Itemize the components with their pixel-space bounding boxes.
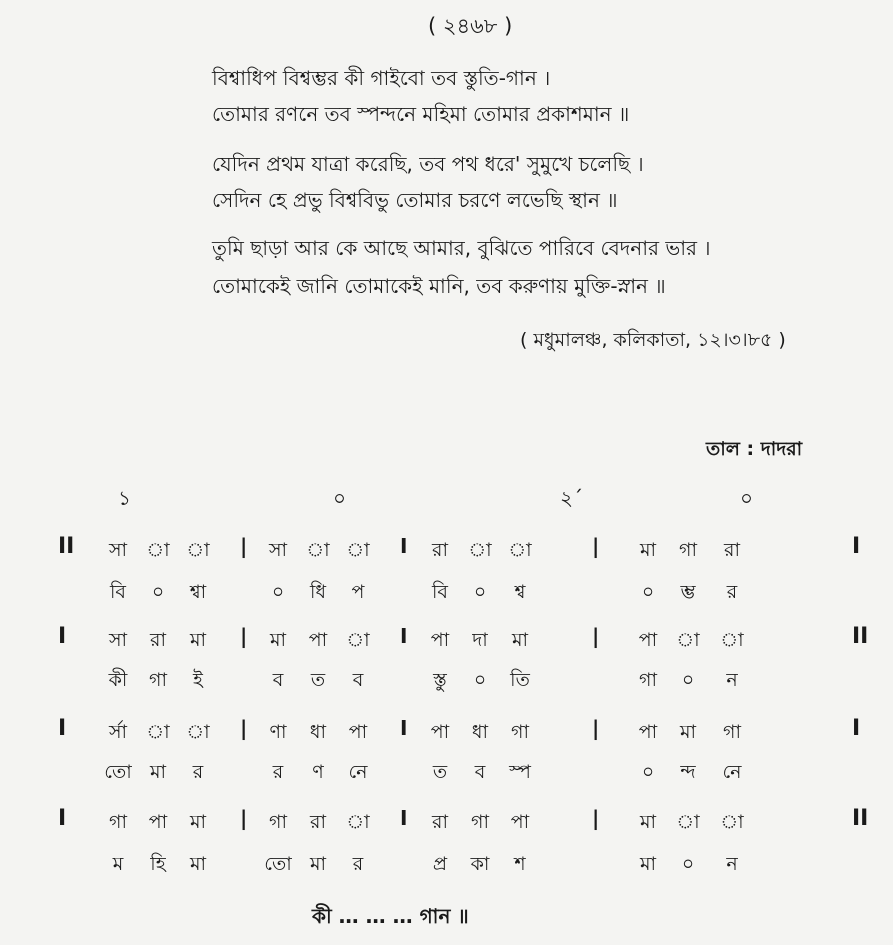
lyric-syllable: ব <box>352 669 364 691</box>
lyric-syllable: হি <box>150 853 166 875</box>
lyric-syllable: নে <box>348 761 368 783</box>
lyric-syllable: ম্ভ <box>680 581 696 603</box>
swara-note: রা <box>724 539 740 561</box>
swara-note: র্সা <box>108 721 128 743</box>
swara-note: গা <box>471 811 489 833</box>
bar-line-start: II <box>58 534 75 559</box>
beat-mark: ০ <box>740 486 754 510</box>
swara-note: মা <box>269 629 287 651</box>
lyric-syllable: স্তু <box>433 669 447 691</box>
source-attribution: ( মধুমালঞ্চ, কলিকাতা, ১২।৩।৮৫ ) <box>520 329 786 351</box>
lyric-syllable: ০ <box>271 581 285 603</box>
swara-note: ধা <box>471 721 489 743</box>
swara-note: পা <box>430 629 450 651</box>
lyric-syllable: প <box>351 581 365 603</box>
swara-note: ধা <box>309 721 327 743</box>
bar-separator: | <box>592 534 600 558</box>
swara-note: সা <box>268 539 288 561</box>
swara-note: রা <box>432 811 448 833</box>
lyric-syllable: তো <box>104 761 132 783</box>
bar-separator: I <box>400 806 408 830</box>
swara-note: া <box>720 811 744 833</box>
lyric-syllable: ন <box>726 669 738 691</box>
lyric-syllable: শ্বা <box>189 581 207 603</box>
lyric-syllable: ণ <box>312 761 324 783</box>
swara-note: গা <box>723 721 741 743</box>
lyric-syllable: ম <box>112 853 124 875</box>
lyric-syllable: র <box>726 581 738 603</box>
bar-separator: I <box>400 624 408 648</box>
bar-line-end: I <box>852 716 861 741</box>
swara-note: সা <box>108 539 128 561</box>
swara-note: রা <box>310 811 326 833</box>
lyric-syllable: স্প <box>509 761 531 783</box>
lyric-syllable: র <box>352 853 364 875</box>
lyric-syllable: র <box>272 761 284 783</box>
beat-mark: ২´ <box>560 486 584 510</box>
swara-note: া <box>346 539 370 561</box>
swara-note: মা <box>639 811 657 833</box>
swara-note: দা <box>472 629 488 651</box>
lyric-syllable: বি <box>109 581 126 603</box>
swara-note: পা <box>148 811 168 833</box>
lyric-line: তোমার রণনে তব স্পন্দনে মহিমা তোমার প্রকাশমান ॥ <box>212 102 630 126</box>
lyric-syllable: শ্ব <box>514 581 526 603</box>
lyric-syllable: ব <box>272 669 284 691</box>
swara-note: া <box>346 811 370 833</box>
lyric-syllable: র <box>192 761 204 783</box>
swara-note: গা <box>679 539 697 561</box>
swara-note: া <box>186 721 210 743</box>
lyric-line: বিশ্বাধিপ বিশ্বম্ভর কী গাইবো তব স্তুতি-গান । <box>212 66 551 90</box>
swara-note: মা <box>189 811 207 833</box>
bar-separator: | <box>592 624 600 648</box>
swara-note: া <box>146 721 170 743</box>
swara-note: মা <box>189 629 207 651</box>
swara-note: া <box>186 539 210 561</box>
lyric-syllable: মা <box>149 761 167 783</box>
bar-line-start: I <box>58 716 67 741</box>
lyric-syllable: শ <box>514 853 526 875</box>
lyric-syllable: ন্দ <box>680 761 696 783</box>
bar-separator: | <box>592 716 600 740</box>
swara-note: মা <box>639 539 657 561</box>
lyric-syllable: মা <box>639 853 657 875</box>
lyric-line: তোমাকেই জানি তোমাকেই মানি, তব করুণায় মুক্তি-স্নান ॥ <box>212 274 666 298</box>
swara-note: পা <box>430 721 450 743</box>
lyric-syllable: তো <box>264 853 292 875</box>
lyric-syllable: গা <box>639 669 657 691</box>
swara-note: গা <box>511 721 529 743</box>
lyric-syllable: মা <box>189 853 207 875</box>
lyric-syllable: ত <box>432 761 448 783</box>
swara-note: মা <box>511 629 529 651</box>
closing-line: কী … … … গান ॥ <box>312 904 469 928</box>
bar-line-start: I <box>58 624 67 649</box>
swara-note: া <box>468 539 492 561</box>
bar-separator: | <box>240 534 248 558</box>
bar-separator: | <box>240 716 248 740</box>
swara-note: পা <box>510 811 530 833</box>
swara-note: পা <box>638 629 658 651</box>
swara-note: পা <box>638 721 658 743</box>
bar-line-start: I <box>58 806 67 831</box>
beat-mark: ০ <box>333 486 347 510</box>
lyric-syllable: ন <box>726 853 738 875</box>
swara-note: গা <box>109 811 127 833</box>
lyric-line: যেদিন প্রথম যাত্রা করেছি, তব পথ ধরে' সুমুখে চলেছি । <box>212 152 644 176</box>
swara-note: মা <box>679 721 697 743</box>
lyric-syllable: ০ <box>641 761 655 783</box>
taal-label: তাল : দাদরা <box>706 438 803 460</box>
swara-note: া <box>676 811 700 833</box>
bar-line-end: II <box>852 806 869 831</box>
bar-line-end: II <box>852 624 869 649</box>
swara-note: পা <box>348 721 368 743</box>
lyric-line: তুমি ছাড়া আর কে আছে আমার, বুঝিতে পারিবে বেদনার ভার । <box>212 236 711 260</box>
lyric-line: সেদিন হে প্রভু বিশ্ববিভু তোমার চরণে লভেছি স্থান ॥ <box>212 188 618 212</box>
lyric-syllable: কা <box>470 853 490 875</box>
lyric-syllable: বি <box>431 581 448 603</box>
bar-line-end: I <box>852 534 861 559</box>
lyric-syllable: ০ <box>473 581 487 603</box>
page-number: ( ২৪৬৮ ) <box>428 14 513 38</box>
lyric-syllable: প্র <box>432 853 448 875</box>
swara-note: া <box>508 539 532 561</box>
lyric-syllable: ব <box>474 761 486 783</box>
swara-note: া <box>720 629 744 651</box>
lyric-syllable: ০ <box>641 581 655 603</box>
lyric-syllable: গা <box>149 669 167 691</box>
bar-separator: | <box>240 806 248 830</box>
lyric-syllable: ই <box>193 669 203 691</box>
bar-separator: | <box>240 624 248 648</box>
lyric-syllable: ০ <box>681 853 695 875</box>
swara-note: া <box>676 629 700 651</box>
swara-note: ণা <box>269 721 287 743</box>
bar-separator: I <box>400 534 408 558</box>
swara-note: সা <box>108 629 128 651</box>
swara-note: া <box>346 629 370 651</box>
lyric-syllable: তি <box>510 669 530 691</box>
swara-note: রা <box>150 629 166 651</box>
beat-mark: ১ <box>118 486 131 510</box>
swara-note: া <box>306 539 330 561</box>
lyric-syllable: ত <box>310 669 326 691</box>
lyric-syllable: ধি <box>309 581 327 603</box>
bar-separator: | <box>592 806 600 830</box>
swara-note: রা <box>432 539 448 561</box>
lyric-syllable: ০ <box>151 581 165 603</box>
lyric-syllable: ০ <box>681 669 695 691</box>
lyric-syllable: নে <box>722 761 742 783</box>
lyric-syllable: কী <box>108 669 128 691</box>
swara-note: া <box>146 539 170 561</box>
lyric-syllable: ০ <box>473 669 487 691</box>
lyric-syllable: মা <box>309 853 327 875</box>
swara-note: পা <box>308 629 328 651</box>
swara-note: গা <box>269 811 287 833</box>
bar-separator: I <box>400 716 408 740</box>
